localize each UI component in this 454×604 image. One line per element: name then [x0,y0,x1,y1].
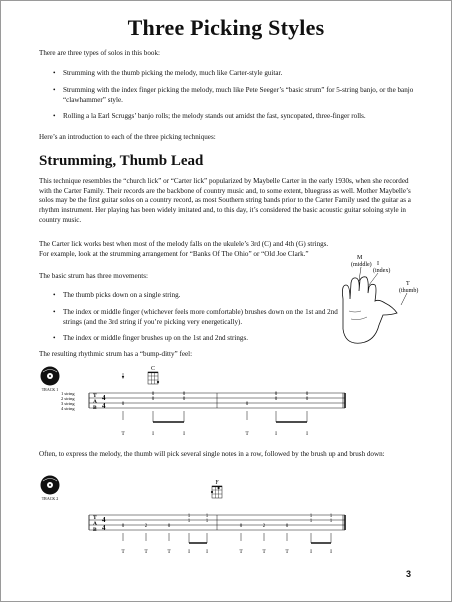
fingering-letter: I [275,431,277,437]
fingering-letter: T [167,549,171,555]
tab-letter: B [93,527,97,533]
tab-example-1 [61,363,351,443]
fingering-letter: T [239,549,243,555]
list-item: • Rolling a la Earl Scruggs’ banjo rolls; the melody stands out amidst the fast, syncopated, three-finger rolls. [51,112,423,122]
paragraph-movements-intro: The basic strum has three movements: [39,272,148,280]
tab-number: 1 [205,519,209,524]
tab-number: 1 [187,514,191,519]
fingering-letter: T [144,549,148,555]
hand-label-i-sub: (index) [373,268,391,274]
tab-number: 0 [182,397,186,402]
tab-letter: B [93,405,97,411]
fingering-letter: T [262,549,266,555]
tab-number: 1 [309,519,313,524]
track-2-label: TRACK 2 [41,496,59,501]
fingering-letter: I [152,431,154,437]
fingering-letter: I [330,549,332,555]
fingering-letter: I [306,431,308,437]
fingering-letter: T [285,549,289,555]
tab-number: 1 [187,519,191,524]
string-label: 3 string [61,401,75,406]
string-label: 1 string [61,391,75,396]
solo-types-list [51,69,423,129]
intro-text-2: Here’s an introduction to each of the three picking techniques: [39,133,216,141]
tab-number: 2 [144,524,148,529]
fingering-letter: I [183,431,185,437]
fingering-letter: I [188,549,190,555]
list-item: • Strumming with the thumb picking the melody, much like Carter-style guitar. [51,69,423,79]
paragraph-bump-ditty: The resulting rhythmic strum has a “bump-ditty” feel: [39,350,193,358]
tab-number: 1 [329,514,333,519]
track-1-label: TRACK 1 [41,387,59,392]
tab-number: 1 [205,514,209,519]
fingering-letter: I [206,549,208,555]
time-signature-bottom: 4 [102,402,106,410]
paragraph-carter-lick: This technique resembles the “church lick” or “Carter lick” popularized by Maybelle Carter in the early 1930s, when she recorded with the Carter Family. Their records are the backbone of country music and, to some extent, bluegrass as well. Mother Maybelle’s solos may be the first guitar solos on a country record, as most Southern string bands prior to the Carter Family used the guitar as a rhythm instrument. Her playing has been widely imitated and, to this day, it’s considered the basic acoustic guitar soloing style in country music. [39,177,411,224]
tab-example-2 [61,477,351,557]
tab-number: 0 [285,524,289,529]
picking-hand-diagram [331,249,431,349]
hand-label-t: T [406,281,410,287]
tab-number: 0 [274,397,278,402]
tab-number: 2 [262,524,266,529]
tab-number: 0 [305,392,309,397]
hand-label-t-sub: (thumb) [399,288,419,294]
tab-number: 0 [121,524,125,529]
list-item: • The index or middle finger brushes up on the 1st and 2nd strings. [51,334,351,344]
movements-list [51,291,351,351]
list-item: • The thumb picks down on a single string. [51,291,351,301]
tab-number: 0 [182,392,186,397]
tab-number: 0 [121,402,125,407]
time-signature-bottom: 4 [102,524,106,532]
tab-number: 0 [167,524,171,529]
tab-letter: T [93,393,97,399]
hand-label-m: M [357,255,363,261]
intro-text: There are three types of solos in this book: [39,49,160,57]
tab-number: 0 [305,397,309,402]
tab-number: 0 [245,402,249,407]
string-label: 4 string [61,406,75,411]
chord-diagram-f [211,480,222,498]
tab-number: 0 [151,397,155,402]
list-item: • The index or middle finger (whichever feels more comfortable) brushes down on the 1st and 2nd strings (and the 3rd string if you’re picking very energetically). [51,308,351,327]
tab-number: 0 [239,524,243,529]
page-number: 3 [405,569,411,579]
page-title: Three Picking Styles [127,15,325,40]
chord-name: C [150,366,156,372]
chord-name: F [215,480,219,486]
tab-number: 0 [151,392,155,397]
tab-number: 1 [329,519,333,524]
time-signature-top: 4 [102,394,106,402]
section-heading: Strumming, Thumb Lead [39,153,204,169]
cd-track-2-icon [39,475,61,501]
paragraph-carter-strings: The Carter lick works best when most of the melody falls on the ukulele’s 3rd (C) and 4th (G) strings. For example, look at the strumming arrangement for “Banks Of The Ohio” or “Old Joe Clark.” [39,240,329,258]
tab-number: 0 [274,392,278,397]
hand-label-i: I [377,261,379,267]
paragraph-melody: Often, to express the melody, the thumb will pick several single notes in a row, followed by the brush up and brush down: [39,450,385,458]
hand-label-m-sub: (middle) [351,262,372,268]
fingering-letter: T [121,431,125,437]
list-item: • Strumming with the index finger picking the melody, much like Pete Seeger’s “basic strum” for 5-string banjo, or the banjo “clawhammer” style. [51,86,423,105]
string-label: 2 string [61,396,75,401]
tab-letter: A [93,521,97,527]
chord-diagram-c [148,366,159,384]
cd-track-1-icon [39,366,61,392]
tab-letter: T [93,515,97,521]
tab-number: 1 [309,514,313,519]
time-signature-top: 4 [102,516,106,524]
fingering-letter: I [310,549,312,555]
fingering-letter: T [121,549,125,555]
tab-letter: A [93,399,97,405]
fingering-letter: T [245,431,249,437]
